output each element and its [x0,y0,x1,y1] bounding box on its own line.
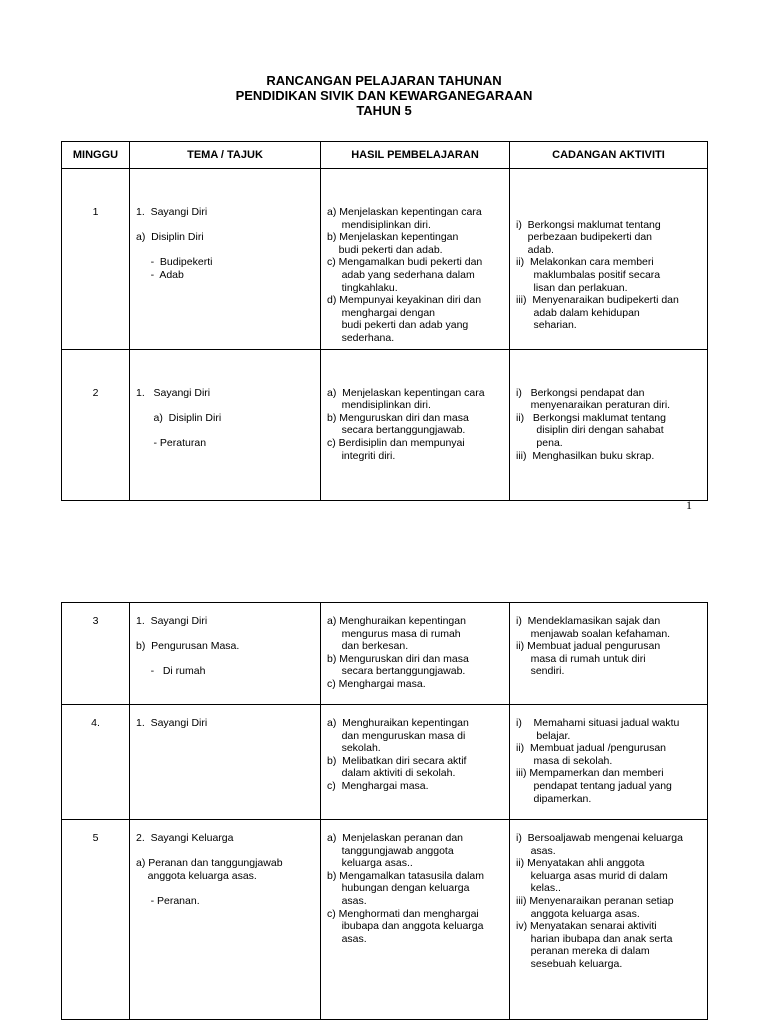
cell-line: secara bertanggungjawab. [327,665,466,678]
cell-line: - Adab [136,268,184,281]
cell-line: b) Melibatkan diri secara aktif [327,754,467,767]
week-number: 3 [92,615,99,627]
cell-line: dalam aktiviti di sekolah. [327,767,456,780]
cell-line: masa di sekolah. [516,754,613,767]
year-title: TAHUN 5 [356,103,412,118]
cell-line: a) Menjelaskan kepentingan cara [327,386,485,399]
week-number: 1 [92,206,99,218]
cell-line: a) Disiplin Diri [136,411,222,424]
cell-line: d) Mempunyai keyakinan diri dan [327,294,482,307]
tema-cell [130,350,320,454]
cell-line: ii) Membuat jadual /pengurusan [516,742,667,755]
cell-line [136,628,314,641]
cell-line: a) Menghuraikan kepentingan [327,717,469,729]
cell-line: a) Menjelaskan peranan dan [327,832,464,844]
aktiviti-cell [510,169,707,336]
column-header-aktiviti: CADANGAN AKTIVITI [510,142,708,169]
hasil-cell [321,603,509,695]
hasil-cell [321,350,509,467]
cell-line: - Peranan. [136,894,200,907]
column-header-hasil: HASIL PEMBELAJARAN [321,142,510,169]
cell-line [136,882,314,895]
cell-line: ii) Menyatakan ahli anggota [516,857,645,870]
week-number: 5 [92,832,99,844]
cell-line: harian ibubapa dan anak serta [516,932,673,945]
cell-line: a) Menjelaskan kepentingan cara [327,206,482,218]
cell-line: disiplin diri dengan sahabat [516,424,664,437]
cell-line: sederhana. [327,331,395,344]
cell-line: iii) Menghasilkan buku skrap. [516,449,655,462]
cell-line: belajar. [516,729,571,742]
plan-table-page-2 [61,602,708,1020]
cell-line: dan menguruskan masa di [327,729,466,742]
cell-line: b) Menguruskan diri dan masa [327,411,469,424]
cell-line: i) Berkongsi maklumat tentang [516,218,661,231]
cell-line: sendiri. [516,665,565,678]
week-number: 4. [91,717,100,729]
hasil-cell [321,169,509,349]
plan-table-page-1 [61,141,708,501]
cell-line: anggota keluarga asas. [136,869,257,882]
cell-line: c) Menghargai masa. [327,779,429,792]
cell-line: b) Mengamalkan tatasusila dalam [327,869,484,882]
tema-cell [130,820,320,912]
cell-line: iv) Menyatakan senarai aktiviti [516,920,657,933]
cell-line: c) Menghargai masa. [327,677,426,690]
cell-line: mengurus masa di rumah [327,627,461,640]
cell-line: hubungan dengan keluarga [327,882,470,895]
cell-line: a) Peranan dan tanggungjawab [136,857,283,870]
cell-line: ii) Berkongsi maklumat tentang [516,411,666,424]
tema-cell [130,603,320,682]
cell-line: i) Mendeklamasikan sajak dan [516,615,661,627]
cell-line: tanggungjawab anggota [327,844,454,857]
cell-line: iii) Menyenaraikan budipekerti dan [516,294,679,307]
cell-line: c) Mengamalkan budi pekerti dan [327,256,483,269]
cell-line [136,845,314,858]
plan-title: RANCANGAN PELAJARAN TAHUNAN [266,73,502,88]
cell-line: budi pekerti dan adab yang [327,319,469,332]
cell-line: lisan dan perlakuan. [516,281,628,294]
hasil-cell [321,705,509,797]
cell-line: perbezaan budipekerti dan [516,231,653,244]
cell-line: i) Memahami situasi jadual waktu [516,717,680,729]
table-row [62,603,708,705]
cell-line: sekolah. [327,742,381,755]
table-row [62,169,708,350]
cell-line: c) Menghormati dan menghargai [327,907,479,920]
aktiviti-cell [510,705,707,809]
cell-line: 1. Sayangi Diri [136,717,208,729]
cell-line: mendisiplinkan diri. [327,218,431,231]
aktiviti-cell [510,350,707,467]
cell-line: ii) Melakonkan cara memberi [516,256,654,269]
cell-line: 1. Sayangi Diri [136,615,208,627]
cell-line: adab yang sederhana dalam [327,268,475,281]
cell-line: 2. Sayangi Keluarga [136,832,234,844]
cell-line: menghargai dengan [327,306,435,319]
page-number: 1 [686,498,692,512]
cell-line: seharian. [516,319,577,332]
cell-line [136,244,314,257]
cell-line [136,219,314,232]
cell-line: asas. [516,844,556,857]
table-row [62,705,708,820]
tema-cell [130,169,320,286]
cell-line: mendisiplinkan diri. [327,399,431,412]
cell-line: menyenaraikan peraturan diri. [516,399,671,412]
aktiviti-cell [510,603,707,682]
cell-line: anggota keluarga asas. [516,907,640,920]
table-row [62,349,708,500]
cell-line: iii) Menyenaraikan peranan setiap [516,894,674,907]
cell-line: maklumbalas positif secara [516,268,661,281]
cell-line: masa di rumah untuk diri [516,652,646,665]
cell-line: integriti diri. [327,449,396,462]
cell-line: dan berkesan. [327,640,409,653]
cell-line: menjawab soalan kefahaman. [516,627,671,640]
cell-line: i) Bersoaljawab mengenai keluarga [516,832,683,844]
cell-line: a) Menghuraikan kepentingan [327,615,466,627]
cell-line: pendapat tentang jadual yang [516,779,672,792]
tema-cell [130,705,320,734]
cell-line: secara bertanggungjawab. [327,424,466,437]
cell-line: b) Pengurusan Masa. [136,640,240,653]
cell-line: keluarga asas murid di dalam [516,869,668,882]
cell-line: asas. [327,894,367,907]
subject-title: PENDIDIKAN SIVIK DAN KEWARGANEGARAAN [235,88,533,103]
cell-line: b) Menjelaskan kepentingan [327,231,459,244]
cell-line: iii) Mempamerkan dan memberi [516,767,664,780]
column-header-minggu: MINGGU [62,142,130,169]
cell-line: dipamerkan. [516,792,592,805]
cell-line [136,424,314,437]
cell-line: pena. [516,436,563,449]
cell-line: b) Menguruskan diri dan masa [327,652,469,665]
cell-line: asas. [327,932,367,945]
cell-line: 1. Sayangi Diri [136,386,211,399]
cell-line: i) Berkongsi pendapat dan [516,386,645,399]
cell-line [136,399,314,412]
table-header-row [62,142,708,169]
cell-line: - Di rumah [136,665,206,678]
cell-line: - Peraturan [136,436,207,449]
table-row [62,820,708,1020]
cell-line: tingkahlaku. [327,281,398,294]
hasil-cell [321,820,509,949]
cell-line: budi pekerti dan adab. [327,243,443,256]
cell-line: ii) Membuat jadual pengurusan [516,640,661,653]
aktiviti-cell [510,820,707,975]
column-header-tema: TEMA / TAJUK [130,142,321,169]
cell-line: sesebuah keluarga. [516,957,623,970]
cell-line [516,206,701,219]
cell-line: keluarga asas.. [327,857,413,870]
cell-line: - Budipekerti [136,256,213,269]
cell-line: peranan mereka di dalam [516,945,650,958]
cell-line: adab. [516,243,554,256]
cell-line: a) Disiplin Diri [136,231,204,244]
cell-line: c) Berdisiplin dan mempunyai [327,436,465,449]
cell-line [136,653,314,666]
cell-line: kelas.. [516,882,561,895]
week-number: 2 [92,386,99,399]
cell-line: adab dalam kehidupan [516,306,640,319]
cell-line: 1. Sayangi Diri [136,206,208,218]
cell-line: ibubapa dan anggota keluarga [327,920,484,933]
